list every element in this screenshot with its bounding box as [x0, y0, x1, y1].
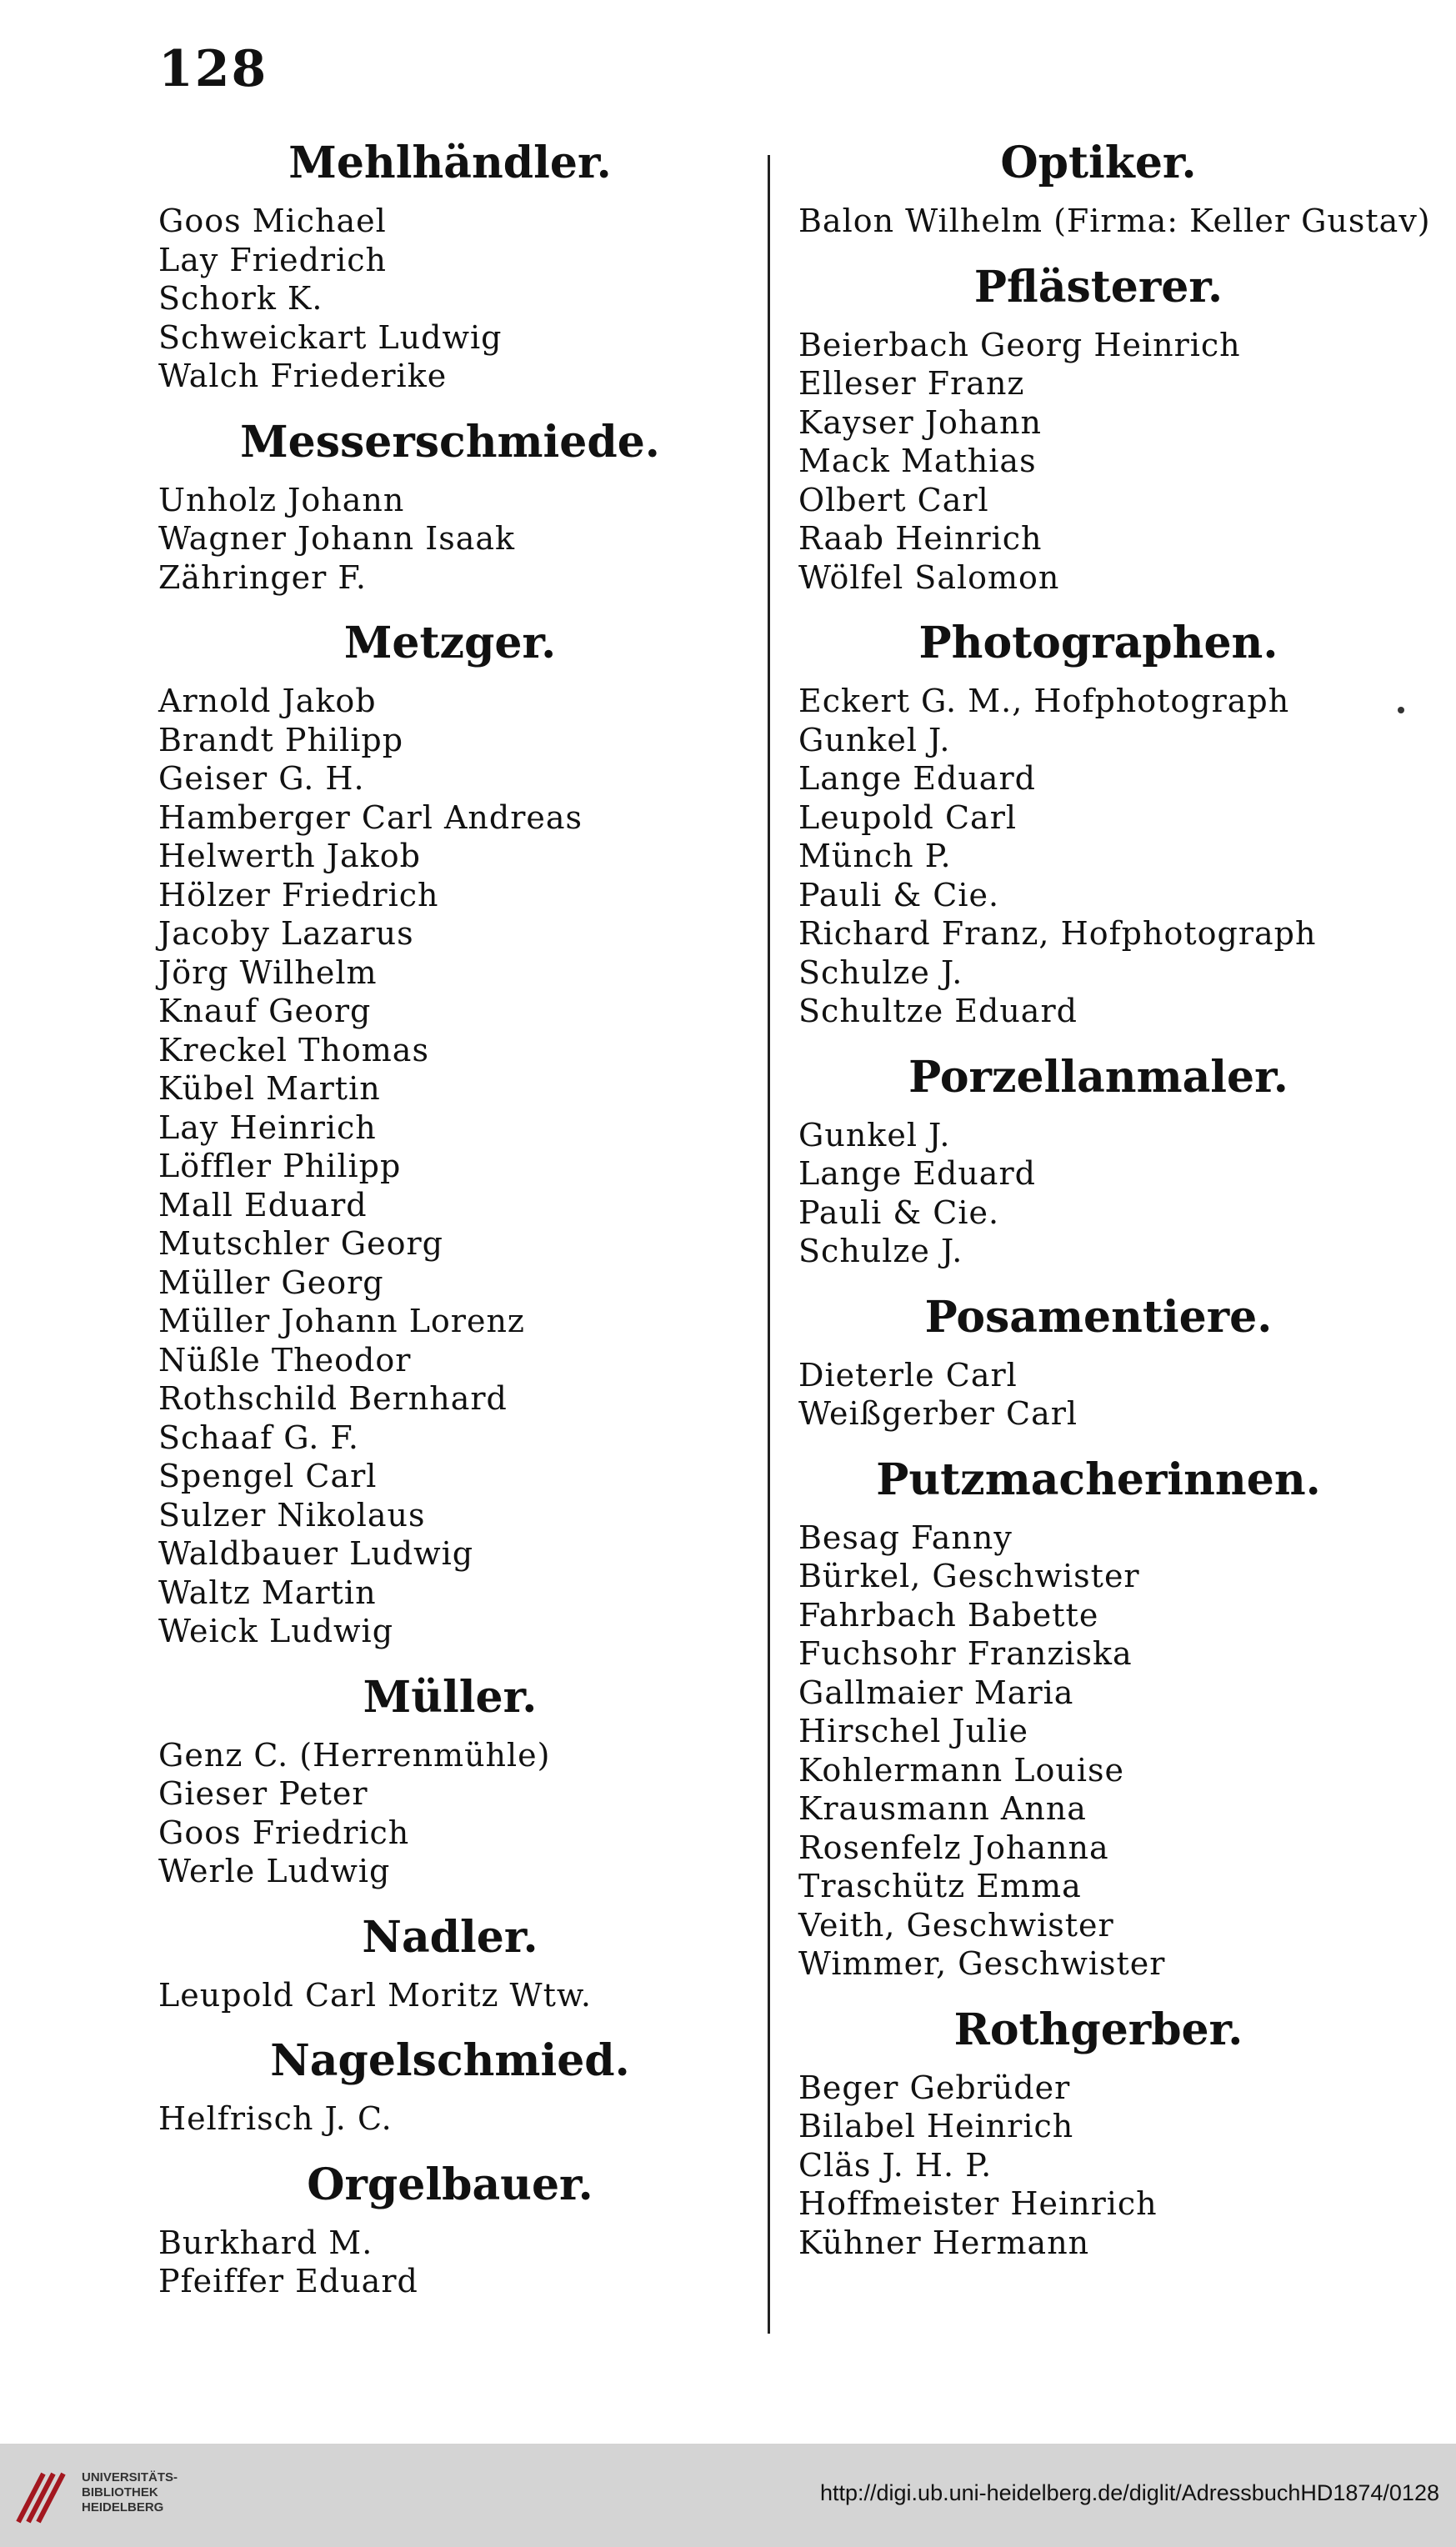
footer-bar — [0, 2444, 1456, 2547]
directory-entry: Münch P. — [798, 838, 952, 874]
trade-section — [158, 404, 742, 606]
directory-entry: Bürkel, Geschwister — [798, 1558, 1140, 1594]
logo-line-1: UNIVERSITÄTS- — [82, 2470, 178, 2484]
logo-line-2: BIBLIOTHEK — [82, 2485, 158, 2499]
directory-entry: Müller Johann Lorenz — [158, 1303, 525, 1339]
section-spacer — [158, 396, 742, 404]
directory-entry: Burkhard M. — [158, 2224, 373, 2261]
directory-entry: Jacoby Lazarus — [158, 915, 414, 952]
section-spacer — [158, 1651, 742, 1659]
left-column — [158, 125, 742, 2309]
section-spacer — [798, 1984, 1398, 1992]
trade-heading: Optiker. — [1000, 138, 1197, 188]
directory-entry: Wagner Johann Isaak — [158, 520, 516, 557]
directory-entry: Weick Ludwig — [158, 1613, 394, 1649]
directory-entry: Waldbauer Ludwig — [158, 1535, 474, 1572]
trade-heading: Nadler. — [362, 1911, 538, 1963]
directory-entry: Eckert G. M., Hofphotograph — [798, 683, 1290, 719]
library-logo-text — [82, 2470, 178, 2515]
directory-entry: Weißgerber Carl — [798, 1395, 1078, 1432]
directory-entry: Schaaf G. F. — [158, 1419, 359, 1456]
directory-entry: Mack Mathias — [798, 443, 1037, 479]
section-spacer — [158, 2301, 742, 2309]
directory-entry: Besag Fanny — [798, 1519, 1013, 1556]
directory-entry: Cläs J. H. P. — [798, 2146, 993, 2184]
directory-entry: Gunkel J. — [798, 721, 951, 758]
directory-entry: Gallmaier Maria — [798, 1674, 1074, 1711]
directory-entry: Walch Friederike — [158, 358, 448, 394]
directory-entry: Balon Wilhelm (Firma: Keller Gustav) — [798, 203, 1431, 239]
trade-section — [798, 125, 1431, 249]
directory-entry: Fuchsohr Franziska — [798, 1635, 1133, 1672]
directory-entry: Arnold Jakob — [158, 683, 377, 719]
directory-entry: Fahrbach Babette — [798, 1596, 1099, 1634]
directory-entry: Lange Eduard — [798, 760, 1036, 797]
trade-section — [158, 605, 742, 1659]
directory-entry: Mutschler Georg — [158, 1225, 444, 1262]
trade-heading: Photographen. — [918, 618, 1278, 668]
directory-entry: Beger Gebrüder — [798, 2069, 1071, 2106]
trade-heading: Pflästerer. — [973, 261, 1223, 313]
directory-entry: Pauli & Cie. — [798, 1193, 1000, 1231]
directory-entry: Pfeiffer Eduard — [158, 2263, 418, 2299]
directory-entry: Mall Eduard — [158, 1186, 368, 1223]
directory-entry: Zähringer F. — [158, 558, 367, 596]
directory-entry: Lay Heinrich — [158, 1108, 377, 1146]
directory-entry: Rothschild Bernhard — [158, 1380, 508, 1417]
directory-entry: Schultze Eduard — [798, 993, 1078, 1029]
trade-section — [798, 249, 1398, 606]
section-spacer — [158, 597, 742, 605]
trade-heading: Mehlhändler. — [288, 138, 612, 188]
trade-section — [798, 605, 1398, 1039]
directory-entry: Traschütz Emma — [798, 1868, 1082, 1904]
directory-entry: Bilabel Heinrich — [798, 2108, 1074, 2144]
directory-entry: Geiser G. H. — [158, 760, 365, 797]
directory-entry: Richard Franz, Hofphotograph — [798, 915, 1317, 952]
directory-entry: Nüßle Theodor — [158, 1341, 412, 1379]
trade-section — [158, 2147, 742, 2309]
directory-entry: Unholz Johann — [158, 481, 405, 518]
directory-entry: Schweickart Ludwig — [158, 318, 503, 356]
trade-section — [158, 1899, 742, 2024]
directory-entry: Schulze J. — [798, 1233, 963, 1269]
trade-section — [158, 125, 742, 404]
directory-entry: Dieterle Carl — [798, 1356, 1018, 1394]
directory-entry: Lange Eduard — [798, 1155, 1036, 1192]
directory-entry: Hoffmeister Heinrich — [798, 2185, 1158, 2222]
ink-speck — [1398, 707, 1404, 713]
trade-heading: Müller. — [363, 1671, 538, 1723]
trade-section — [798, 1442, 1398, 1992]
directory-entry: Raab Heinrich — [798, 520, 1043, 557]
directory-entry: Veith, Geschwister — [798, 1906, 1114, 1944]
directory-entry: Müller Georg — [158, 1263, 384, 1301]
logo-line-3: HEIDELBERG — [82, 2500, 164, 2514]
directory-entry: Hirschel Julie — [798, 1713, 1028, 1749]
directory-entry: Kayser Johann — [798, 403, 1042, 441]
trade-heading: Messerschmiede. — [240, 416, 660, 468]
column-divider — [768, 155, 770, 2334]
trade-section — [798, 1279, 1398, 1442]
directory-entry: Krausmann Anna — [798, 1790, 1087, 1827]
directory-entry: Knauf Georg — [158, 993, 372, 1029]
source-url-link[interactable]: http://digi.ub.uni-heidelberg.de/diglit/AdressbuchHD1874/0128 — [819, 2480, 1439, 2505]
trade-heading: Putzmacherinnen. — [876, 1454, 1321, 1505]
trade-section — [158, 2023, 742, 2147]
section-spacer — [798, 1271, 1398, 1279]
right-column — [798, 125, 1431, 2270]
section-spacer — [798, 2262, 1398, 2270]
directory-entry: Werle Ludwig — [158, 1853, 391, 1889]
trade-heading: Posamentiere. — [924, 1291, 1273, 1343]
directory-entry: Goos Friedrich — [158, 1814, 410, 1851]
directory-entry: Rosenfelz Johanna — [798, 1829, 1109, 1866]
directory-entry: Hölzer Friedrich — [158, 876, 439, 913]
directory-entry: Wölfel Salomon — [798, 558, 1060, 596]
university-library-logo-icon — [13, 2469, 72, 2527]
directory-entry: Beierbach Georg Heinrich — [798, 326, 1241, 363]
directory-entry: Helfrisch J. C. — [158, 2100, 393, 2137]
directory-entry: Löffler Philipp — [158, 1148, 402, 1184]
directory-entry: Wimmer, Geschwister — [798, 1945, 1166, 1982]
directory-entry: Gunkel J. — [798, 1116, 951, 1153]
directory-entry: Leupold Carl — [798, 798, 1018, 836]
section-spacer — [798, 597, 1398, 605]
directory-entry: Spengel Carl — [158, 1458, 378, 1494]
trade-section — [798, 1992, 1398, 2271]
trade-section — [798, 1039, 1398, 1279]
directory-entry: Kreckel Thomas — [158, 1031, 429, 1068]
directory-entry: Genz C. (Herrenmühle) — [158, 1736, 551, 1774]
directory-entry: Jörg Wilhelm — [158, 953, 378, 991]
directory-entry: Kohlermann Louise — [798, 1751, 1124, 1789]
directory-entry: Kübel Martin — [158, 1070, 381, 1107]
directory-entry: Hamberger Carl Andreas — [158, 798, 583, 836]
directory-entry: Kühner Hermann — [798, 2224, 1090, 2261]
trade-heading: Nagelschmied. — [270, 2035, 630, 2086]
directory-entry: Schulze J. — [798, 953, 963, 991]
directory-entry: Brandt Philipp — [158, 721, 404, 758]
trade-heading: Rothgerber. — [953, 2004, 1243, 2055]
directory-entry: Waltz Martin — [158, 1574, 377, 1611]
section-spacer — [798, 1434, 1398, 1442]
directory-entry: Helwerth Jakob — [158, 838, 421, 874]
trade-heading: Metzger. — [343, 618, 557, 668]
section-spacer — [158, 2014, 742, 2023]
section-spacer — [158, 2139, 742, 2147]
directory-entry: Sulzer Nikolaus — [158, 1496, 426, 1534]
directory-entry: Schork K. — [158, 280, 323, 317]
directory-entry: Leupold Carl Moritz Wtw. — [158, 1976, 592, 2014]
section-spacer — [798, 1031, 1398, 1039]
trade-section — [158, 1659, 742, 1899]
trade-heading: Porzellanmaler. — [908, 1051, 1288, 1103]
section-spacer — [158, 1891, 742, 1899]
directory-entry: Goos Michael — [158, 203, 387, 239]
directory-entry: Olbert Carl — [798, 481, 989, 518]
section-spacer — [798, 241, 1398, 249]
directory-entry: Gieser Peter — [158, 1775, 368, 1812]
directory-entry: Lay Friedrich — [158, 241, 388, 278]
directory-entry: Pauli & Cie. — [798, 876, 1000, 913]
page-number: 128 — [158, 40, 268, 98]
trade-heading: Orgelbauer. — [307, 2159, 593, 2210]
directory-entry: Elleser Franz — [798, 365, 1025, 402]
